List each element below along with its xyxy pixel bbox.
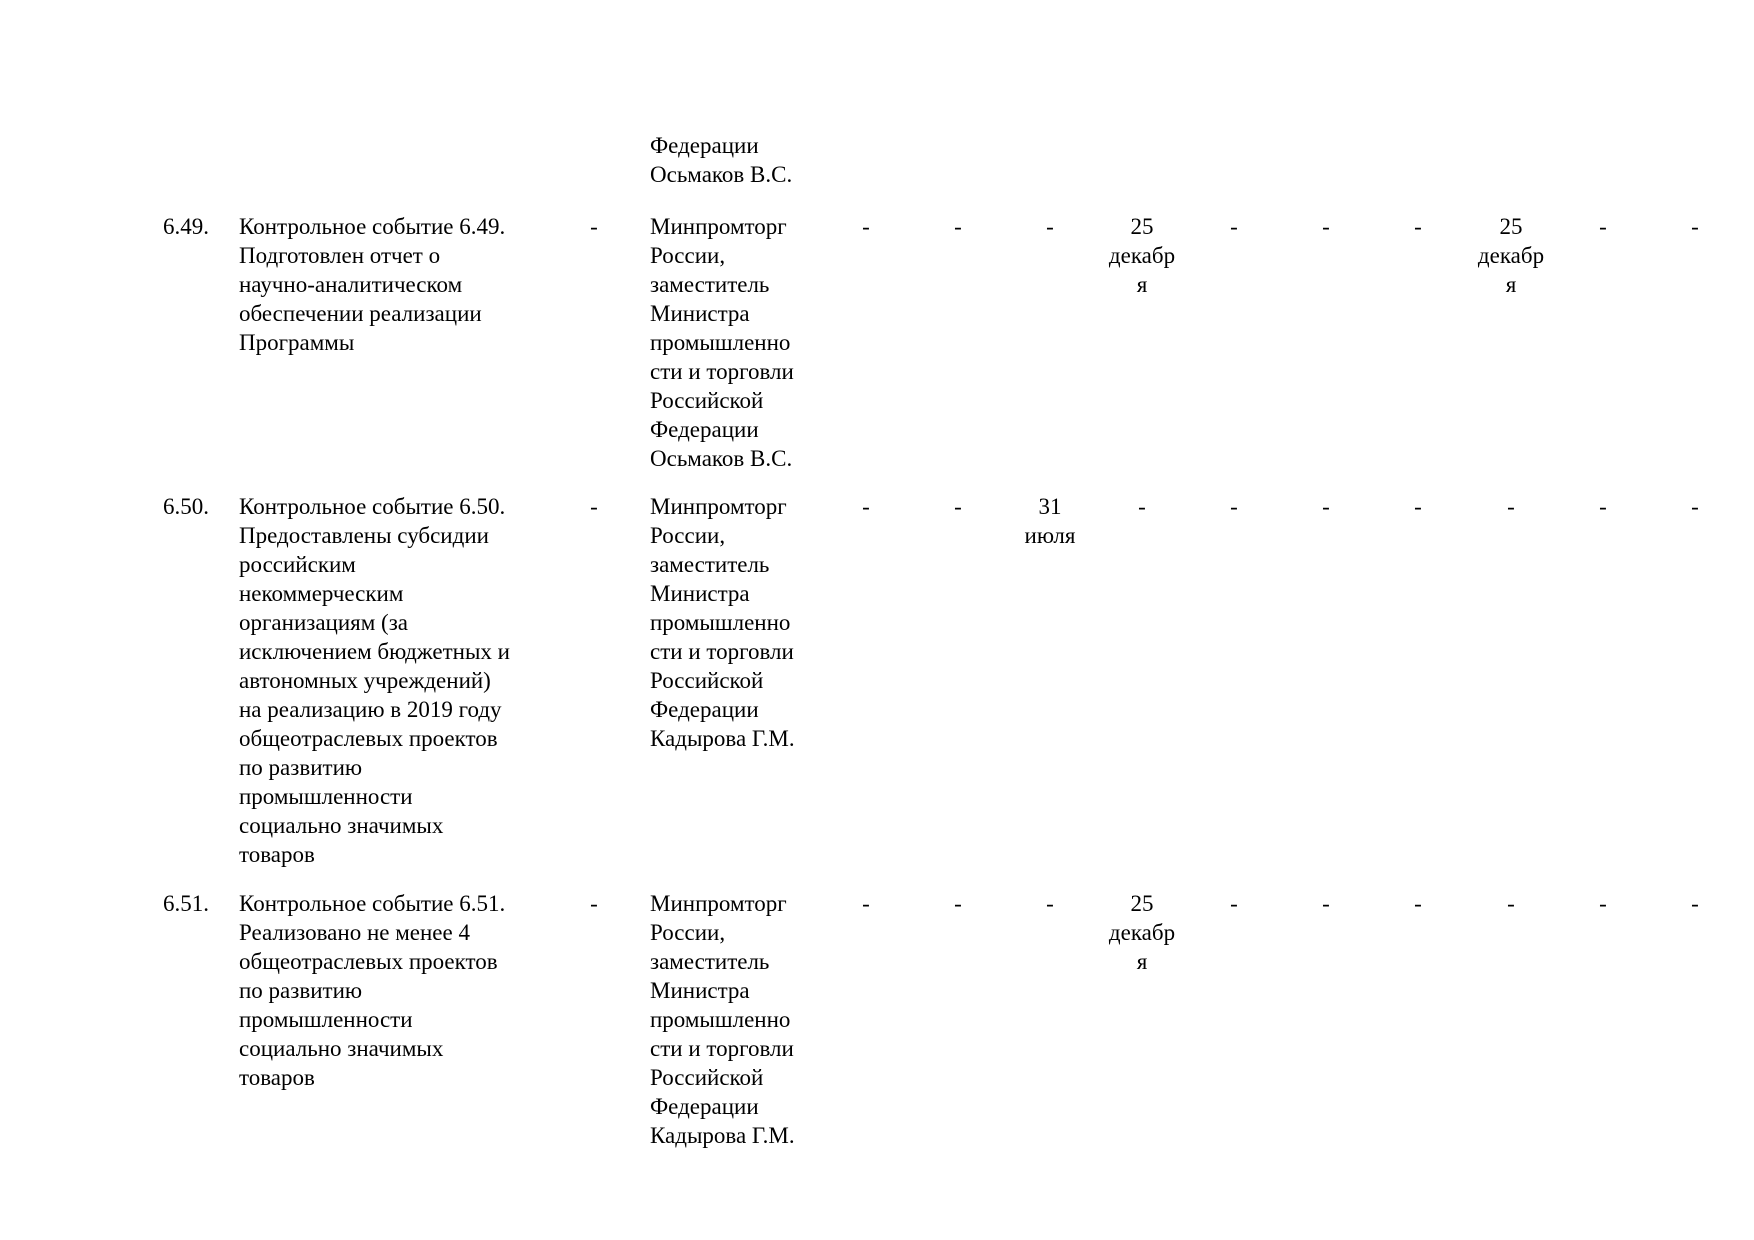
cell-period-9: - (1599, 214, 1607, 239)
cell-period-10: - (1691, 891, 1699, 916)
carryover-responsible (650, 131, 792, 189)
date-day: 25 (1499, 214, 1523, 239)
responsible-line: Федерации (650, 697, 759, 722)
responsible-line: Российской (650, 1065, 764, 1090)
responsible-line: Кадырова Г.М. (650, 726, 795, 751)
cell-period-6: - (1322, 494, 1330, 519)
cell-period-1: - (862, 494, 870, 519)
responsible-line: Минпромторг (650, 214, 787, 239)
cell-period-8: - (1507, 494, 1515, 519)
event-description (239, 889, 505, 1092)
responsible-line: Минпромторг (650, 494, 787, 519)
cell-period-6: - (1322, 214, 1330, 239)
event-line: Контрольное событие 6.49. (239, 214, 506, 239)
responsible-line: России, (650, 243, 726, 268)
responsible-line: России, (650, 523, 726, 548)
responsible-line: промышленно (650, 330, 791, 355)
date-month-tail: я (1136, 949, 1148, 974)
cell-period-7: - (1414, 891, 1422, 916)
event-line: промышленности (239, 1007, 413, 1032)
event-line: товаров (239, 1065, 315, 1090)
responsible-line: промышленно (650, 1007, 791, 1032)
cell-period-6: - (1322, 891, 1330, 916)
carryover-line: Федерации (650, 133, 759, 158)
event-line: Контрольное событие 6.51. (239, 891, 506, 916)
cell-period-4 (1109, 212, 1175, 299)
date-month: июля (1024, 523, 1076, 548)
date-month: декабр (1477, 243, 1545, 268)
event-line: Контрольное событие 6.50. (239, 494, 506, 519)
responsible-line: промышленно (650, 610, 791, 635)
event-line: по развитию (239, 978, 363, 1003)
responsible-line: России, (650, 920, 726, 945)
responsible-line: сти и торговли (650, 1036, 794, 1061)
responsible-line: Министра (650, 301, 750, 326)
row-number: 6.51. (163, 891, 209, 916)
date-month-tail: я (1505, 272, 1517, 297)
responsible-line: Российской (650, 388, 764, 413)
event-line: социально значимых (239, 813, 444, 838)
event-description (239, 212, 505, 357)
cell-period-7: - (1414, 494, 1422, 519)
responsible-line: Российской (650, 668, 764, 693)
event-line: Подготовлен отчет о (239, 243, 441, 268)
cell-col3: - (590, 494, 598, 519)
cell-period-3: - (1046, 891, 1054, 916)
event-line: Программы (239, 330, 355, 355)
date-day: 25 (1130, 214, 1154, 239)
responsible-executor (650, 492, 795, 753)
carryover-line: Осьмаков В.С. (650, 162, 793, 187)
cell-period-2: - (954, 214, 962, 239)
event-line: организациям (за (239, 610, 409, 635)
cell-period-10: - (1691, 214, 1699, 239)
cell-col3: - (590, 891, 598, 916)
event-line: Реализовано не менее 4 (239, 920, 470, 945)
cell-col3: - (590, 214, 598, 239)
cell-period-3 (1025, 492, 1076, 550)
date-day: 31 (1038, 494, 1062, 519)
cell-period-2: - (954, 891, 962, 916)
responsible-line: заместитель (650, 949, 770, 974)
event-line: российским (239, 552, 356, 577)
responsible-line: Федерации (650, 417, 759, 442)
responsible-executor (650, 889, 795, 1150)
event-line: на реализацию в 2019 году (239, 697, 502, 722)
cell-period-9: - (1599, 494, 1607, 519)
event-line: по развитию (239, 755, 363, 780)
responsible-line: Министра (650, 978, 750, 1003)
responsible-line: заместитель (650, 552, 770, 577)
event-description (239, 492, 510, 869)
cell-period-1: - (862, 891, 870, 916)
responsible-line: Кадырова Г.М. (650, 1123, 795, 1148)
cell-period-5: - (1230, 494, 1238, 519)
event-line: исключением бюджетных и (239, 639, 510, 664)
cell-period-1: - (862, 214, 870, 239)
responsible-line: сти и торговли (650, 359, 794, 384)
responsible-line: заместитель (650, 272, 770, 297)
event-line: некоммерческим (239, 581, 404, 606)
row-number: 6.50. (163, 494, 209, 519)
row-number: 6.49. (163, 214, 209, 239)
date-month-tail: я (1136, 272, 1148, 297)
event-line: социально значимых (239, 1036, 444, 1061)
responsible-line: Осьмаков В.С. (650, 446, 793, 471)
cell-period-7: - (1414, 214, 1422, 239)
responsible-executor (650, 212, 794, 473)
date-day: 25 (1130, 891, 1154, 916)
cell-period-8 (1478, 212, 1544, 299)
event-line: Предоставлены субсидии (239, 523, 489, 548)
cell-period-3: - (1046, 214, 1054, 239)
cell-period-5: - (1230, 891, 1238, 916)
event-line: промышленности (239, 784, 413, 809)
event-line: товаров (239, 842, 315, 867)
cell-period-9: - (1599, 891, 1607, 916)
event-line: научно-аналитическом (239, 272, 463, 297)
event-line: автономных учреждений) (239, 668, 491, 693)
responsible-line: сти и торговли (650, 639, 794, 664)
responsible-line: Министра (650, 581, 750, 606)
responsible-line: Минпромторг (650, 891, 787, 916)
event-line: обеспечении реализации (239, 301, 482, 326)
cell-period-10: - (1691, 494, 1699, 519)
cell-period-4: - (1138, 494, 1146, 519)
cell-period-4 (1109, 889, 1175, 976)
responsible-line: Федерации (650, 1094, 759, 1119)
date-month: декабр (1108, 920, 1176, 945)
cell-period-5: - (1230, 214, 1238, 239)
date-month: декабр (1108, 243, 1176, 268)
cell-period-8: - (1507, 891, 1515, 916)
event-line: общеотраслевых проектов (239, 949, 498, 974)
event-line: общеотраслевых проектов (239, 726, 498, 751)
cell-period-2: - (954, 494, 962, 519)
